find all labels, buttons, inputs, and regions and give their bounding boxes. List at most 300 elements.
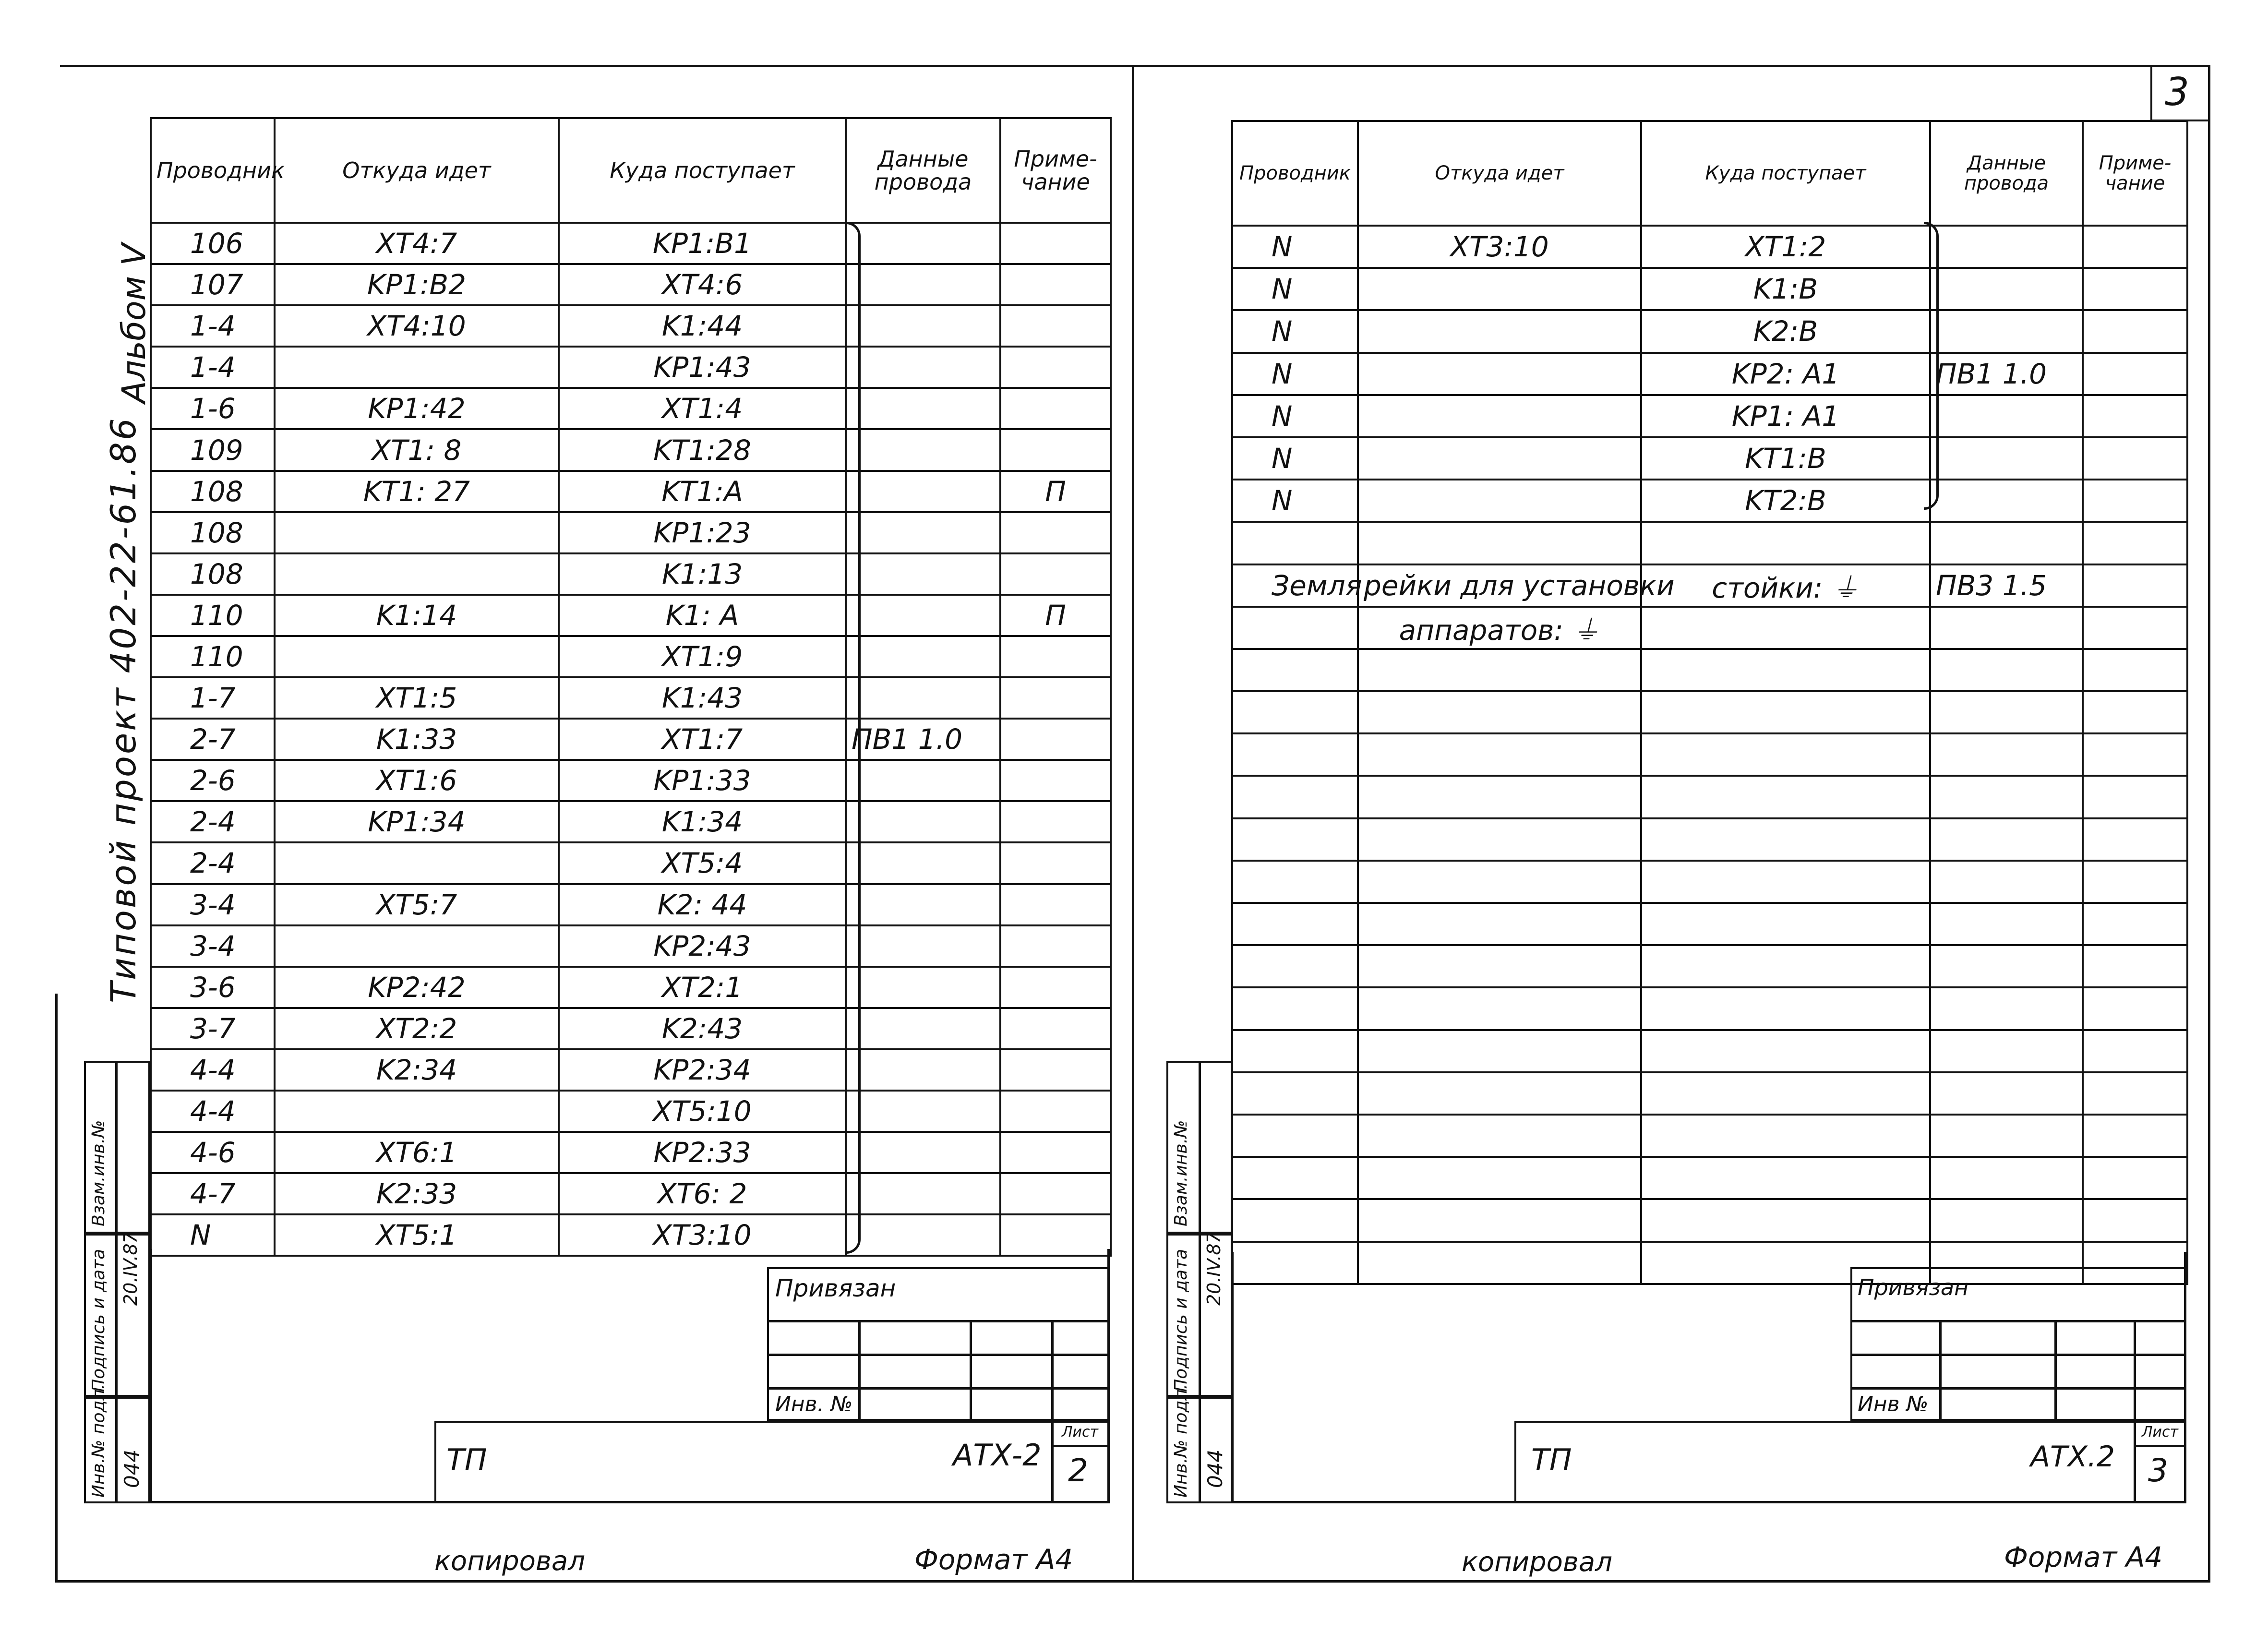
cell-note [2083, 1030, 2187, 1072]
table-row [1232, 564, 2187, 607]
cell-wire-data [846, 347, 1000, 388]
doc-code: АТХ.2 [2030, 1440, 2115, 1474]
col-wire-data: Данные провода [846, 118, 1000, 223]
cell-wire-data [1930, 1072, 2083, 1115]
cell-to: XT5:10 [559, 1091, 846, 1132]
cell-note [1000, 512, 1111, 553]
cell-from: XT5:1 [275, 1214, 559, 1256]
cell-to: XT2:1 [559, 967, 846, 1008]
cell-conductor [1232, 691, 1358, 733]
cell-from [1358, 353, 1641, 395]
cell-to: KP1:43 [559, 347, 846, 388]
col-to: Куда поступает [1641, 121, 1930, 226]
cell-note [1000, 264, 1111, 305]
cell-from: KT1: 27 [275, 471, 559, 512]
cell-to [1641, 903, 1930, 945]
tp-label: ТП [1531, 1442, 1572, 1477]
cell-note [2083, 691, 2187, 733]
stamp-podpis-label: Подпись и дата [1171, 1248, 1191, 1392]
table-row [1232, 987, 2187, 1030]
cell-wire-data [1930, 1030, 2083, 1072]
format-label: Формат А4 [914, 1543, 1073, 1576]
cell-conductor [1232, 607, 1358, 649]
cell-from [1358, 1157, 1641, 1199]
stamp-podpis-value: 20.IV.87 [1203, 1232, 1224, 1306]
cell-to: K2:B [1641, 310, 1930, 352]
cell-note [1000, 223, 1111, 264]
format-label: Формат А4 [2004, 1541, 2163, 1573]
cell-from: K2:33 [275, 1173, 559, 1214]
cell-conductor: 106 [151, 223, 275, 264]
cell-to: XT1:7 [559, 719, 846, 760]
cell-to [1641, 733, 1930, 776]
cell-from: XT2:2 [275, 1008, 559, 1049]
stamp-divider [1199, 1061, 1201, 1503]
cell-conductor: 1-6 [151, 388, 275, 429]
cell-conductor: N [1232, 310, 1358, 352]
cell-from: K1:33 [275, 719, 559, 760]
cell-to [1641, 1199, 1930, 1241]
table-row [151, 719, 1111, 760]
cell-to: XT5:4 [559, 842, 846, 884]
album-label: Альбом V [115, 243, 153, 403]
cell-from [1358, 268, 1641, 310]
cell-note [1000, 1008, 1111, 1049]
cell-conductor: N [1232, 268, 1358, 310]
col-to: Куда поступает [559, 118, 846, 223]
cell-to: K2:43 [559, 1008, 846, 1049]
cell-to [1641, 818, 1930, 861]
cell-to [1641, 1115, 1930, 1157]
cell-from: XT4:7 [275, 223, 559, 264]
table-row [1232, 607, 2187, 649]
cell-to: K1:44 [559, 305, 846, 347]
cell-note [1000, 1049, 1111, 1091]
cell-wire-data [846, 636, 1000, 677]
cell-to: K1: A [559, 595, 846, 636]
table-row [151, 1091, 1111, 1132]
table-row [1232, 818, 2187, 861]
cell-conductor [1232, 861, 1358, 903]
table-row [151, 1132, 1111, 1173]
cell-from [275, 925, 559, 967]
table-row [1232, 353, 2187, 395]
table-row [1232, 395, 2187, 437]
table-row [1232, 310, 2187, 352]
cell-conductor: N [1232, 226, 1358, 268]
cell-note [1000, 636, 1111, 677]
table-row [151, 305, 1111, 347]
table-row [151, 264, 1111, 305]
cell-to: K1:43 [559, 677, 846, 719]
cell-to [1641, 1157, 1930, 1199]
cell-from: XT1:6 [275, 760, 559, 801]
cell-wire-data [846, 1049, 1000, 1091]
inv-no-label: Инв № [1858, 1392, 1929, 1416]
cell-wire-data [846, 429, 1000, 470]
table-row [151, 967, 1111, 1008]
cell-note [2083, 1199, 2187, 1241]
privyazan-label: Привязан [775, 1274, 896, 1302]
cell-to [1641, 1072, 1930, 1115]
cell-from: XT6:1 [275, 1132, 559, 1173]
stamp-divider [115, 1061, 118, 1503]
cell-to: KT1:28 [559, 429, 846, 470]
sheet-divider [2134, 1421, 2136, 1503]
cell-wire-data [846, 512, 1000, 553]
cell-note [2083, 945, 2187, 987]
cell-wire-data [1930, 1115, 2083, 1157]
cell-conductor: 108 [151, 471, 275, 512]
table-row [151, 553, 1111, 595]
cell-wire-data [846, 677, 1000, 719]
table-row [1232, 1072, 2187, 1115]
cell-conductor [1232, 1030, 1358, 1072]
table-row [1232, 437, 2187, 480]
cell-note: П [1000, 595, 1111, 636]
cell-wire-data [846, 595, 1000, 636]
cell-to: KT1:A [559, 471, 846, 512]
stamp-inv-podl-label: Инв.№ подл. [1171, 1384, 1191, 1498]
stamp-inv-podl-value: 044 [1203, 1449, 1227, 1488]
doc-code: АТХ-2 [953, 1438, 1042, 1473]
left-border-line [55, 994, 58, 1582]
cell-note [2083, 1157, 2187, 1199]
sheet-label: Лист [2142, 1424, 2179, 1440]
stamp-podpis-value: 20.IV.87 [120, 1232, 141, 1306]
cell-conductor [1232, 1115, 1358, 1157]
table-row [151, 884, 1111, 925]
cell-conductor: 2-6 [151, 760, 275, 801]
cell-note [2083, 733, 2187, 776]
page-number: 3 [2165, 70, 2189, 114]
table-row [1232, 861, 2187, 903]
cell-to: K1:B [1641, 268, 1930, 310]
cell-note [2083, 268, 2187, 310]
cell-from [1358, 987, 1641, 1030]
cell-wire-data [846, 1008, 1000, 1049]
cell-to [1641, 776, 1930, 818]
cell-from: XT1: 8 [275, 429, 559, 470]
table-row [151, 429, 1111, 470]
cell-from [1358, 522, 1641, 564]
cell-to: KP2:33 [559, 1132, 846, 1173]
cell-note [2083, 226, 2187, 268]
table-row [151, 677, 1111, 719]
cell-conductor [1232, 1157, 1358, 1199]
cell-conductor [1232, 987, 1358, 1030]
cell-to: XT1:2 [1641, 226, 1930, 268]
cell-from [1358, 733, 1641, 776]
cell-note [2083, 649, 2187, 691]
cell-conductor [1232, 945, 1358, 987]
col-conductor: Проводник [1232, 121, 1358, 226]
cell-wire-data [846, 801, 1000, 842]
cell-note [2083, 395, 2187, 437]
cell-conductor: N [1232, 395, 1358, 437]
cell-conductor: 3-6 [151, 967, 275, 1008]
table-row [1232, 649, 2187, 691]
cell-conductor: 2-4 [151, 801, 275, 842]
col-wire-data: Данные провода [1930, 121, 2083, 226]
top-border-line [60, 65, 2210, 67]
cell-note [2083, 564, 2187, 607]
col-note: Приме-чание [1000, 118, 1111, 223]
inv-no-label: Инв. № [775, 1392, 853, 1416]
table-row [1232, 1030, 2187, 1072]
cell-from [275, 512, 559, 553]
copied-label: копировал [434, 1546, 586, 1577]
cell-from [1358, 395, 1641, 437]
table-row [151, 471, 1111, 512]
cell-note [2083, 607, 2187, 649]
cell-to: XT3:10 [559, 1214, 846, 1256]
cell-wire-data [846, 1132, 1000, 1173]
privyazan-col2 [2054, 1320, 2057, 1421]
cell-note [1000, 760, 1111, 801]
cell-conductor: 108 [151, 553, 275, 595]
cell-conductor: 1-4 [151, 347, 275, 388]
cell-wire-data [1930, 310, 2083, 352]
cell-wire-data [846, 264, 1000, 305]
cell-from [1358, 945, 1641, 987]
cell-to: XT1:9 [559, 636, 846, 677]
cell-from: XT3:10 [1358, 226, 1641, 268]
cell-note [2083, 437, 2187, 480]
cell-wire-data [1930, 691, 2083, 733]
privyazan-row2 [1850, 1354, 2186, 1356]
privyazan-row1 [767, 1320, 1110, 1322]
cell-note [1000, 677, 1111, 719]
cell-from [275, 636, 559, 677]
cell-conductor [1232, 903, 1358, 945]
cell-note [1000, 925, 1111, 967]
cell-wire-data [846, 388, 1000, 429]
stamp-vzam-label: Взам.инв.№ [1171, 1120, 1191, 1226]
cell-conductor [1232, 1072, 1358, 1115]
cell-note [1000, 1173, 1111, 1214]
table-row [1232, 226, 2187, 268]
table-row [151, 223, 1111, 264]
cell-from: K2:34 [275, 1049, 559, 1091]
cell-to: KP2: A1 [1641, 353, 1930, 395]
cell-to [1641, 522, 1930, 564]
cell-note [1000, 967, 1111, 1008]
cell-from: KP1:42 [275, 388, 559, 429]
cell-to: K2: 44 [559, 884, 846, 925]
cell-to [1641, 861, 1930, 903]
cell-note [1000, 801, 1111, 842]
cell-to: K1:13 [559, 553, 846, 595]
cell-from [275, 553, 559, 595]
table-row [151, 636, 1111, 677]
cell-note [2083, 310, 2187, 352]
cell-conductor: N [1232, 353, 1358, 395]
col-from: Откуда идет [1358, 121, 1641, 226]
privyazan-col3 [2134, 1320, 2136, 1421]
stamp-inv-podl-value: 044 [120, 1449, 144, 1488]
privyazan-row3 [1850, 1387, 2186, 1390]
cell-from [1358, 1115, 1641, 1157]
cell-note [2083, 987, 2187, 1030]
cell-to [1641, 649, 1930, 691]
cell-wire-data [1930, 437, 2083, 480]
wire-table-right [1231, 120, 2188, 1285]
cell-conductor: N [1232, 480, 1358, 522]
wire-group-brace [846, 222, 861, 1254]
cell-from [1358, 691, 1641, 733]
cell-wire-data [846, 471, 1000, 512]
cell-to: XT1:4 [559, 388, 846, 429]
sheet-divider [1051, 1421, 1054, 1503]
cell-note [2083, 1115, 2187, 1157]
cell-from [1358, 903, 1641, 945]
cell-wire-data [1930, 903, 2083, 945]
cell-from [1358, 1072, 1641, 1115]
cell-conductor: N [1232, 437, 1358, 480]
cell-to: KP1:33 [559, 760, 846, 801]
cell-to: KP2:34 [559, 1049, 846, 1091]
cell-to: KT2:B [1641, 480, 1930, 522]
sheet-label-divider [2134, 1445, 2186, 1447]
stamp-inv-podl-label: Инв.№ подл. [89, 1384, 108, 1498]
cell-wire-data: ПВ1 1.0 [1930, 353, 2083, 395]
cell-conductor: 108 [151, 512, 275, 553]
cell-wire-data [1930, 1157, 2083, 1199]
cell-note [1000, 884, 1111, 925]
wire-group-brace [1924, 222, 1939, 510]
cell-wire-data [1930, 522, 2083, 564]
cell-note [1000, 347, 1111, 388]
cell-from [275, 347, 559, 388]
cell-note [2083, 903, 2187, 945]
cell-wire-data [846, 223, 1000, 264]
cell-from: аппаратов: ⏚ [1358, 607, 1641, 649]
cell-wire-data [1930, 480, 2083, 522]
table-row [1232, 733, 2187, 776]
cell-wire-data [1930, 607, 2083, 649]
cell-conductor: 109 [151, 429, 275, 470]
cell-to: KP1:B1 [559, 223, 846, 264]
cell-from: KP1:B2 [275, 264, 559, 305]
cell-conductor [1232, 1199, 1358, 1241]
table-row [151, 760, 1111, 801]
stamp-podpis-label: Подпись и дата [89, 1248, 108, 1392]
table-header [151, 118, 1111, 223]
cell-from [1358, 437, 1641, 480]
privyazan-row1 [1850, 1320, 2186, 1322]
wire-table-left [150, 117, 1112, 1257]
cell-note [1000, 429, 1111, 470]
cell-note [1000, 388, 1111, 429]
cell-wire-data [1930, 733, 2083, 776]
cell-from: XT5:7 [275, 884, 559, 925]
col-conductor: Проводник [151, 118, 275, 223]
sheet-number: 2 [1068, 1452, 1088, 1489]
table-row [151, 347, 1111, 388]
cell-note [2083, 480, 2187, 522]
sheet-label: Лист [1062, 1424, 1099, 1440]
page-divider-line [1132, 65, 1134, 1582]
cell-wire-data [846, 1091, 1000, 1132]
table-row [151, 801, 1111, 842]
cell-conductor: 110 [151, 636, 275, 677]
cell-wire-data [1930, 987, 2083, 1030]
cell-wire-data [1930, 1199, 2083, 1241]
table-row [151, 925, 1111, 967]
cell-to: KP1:23 [559, 512, 846, 553]
table-row [151, 512, 1111, 553]
cell-note [1000, 305, 1111, 347]
cell-from [1358, 649, 1641, 691]
cell-wire-data [846, 884, 1000, 925]
table-header [1232, 121, 2187, 226]
privyazan-col1 [858, 1320, 861, 1421]
cell-wire-data [846, 925, 1000, 967]
cell-to [1641, 987, 1930, 1030]
privyazan-row3 [767, 1387, 1110, 1390]
cell-conductor: 4-6 [151, 1132, 275, 1173]
cell-to [1641, 607, 1930, 649]
copied-label: копировал [1462, 1547, 1613, 1578]
cell-wire-data [1930, 395, 2083, 437]
cell-wire-data [1930, 861, 2083, 903]
cell-conductor: 107 [151, 264, 275, 305]
cell-conductor: 3-7 [151, 1008, 275, 1049]
tp-label: ТП [446, 1442, 487, 1477]
cell-note [1000, 842, 1111, 884]
cell-wire-data [1930, 268, 2083, 310]
table-row [1232, 1157, 2187, 1199]
cell-wire-data: ПВ3 1.5 [1930, 564, 2083, 607]
table-body [1232, 226, 2187, 1284]
cell-conductor: Земля [1232, 564, 1358, 607]
right-border-line [2208, 65, 2210, 1582]
cell-note [2083, 818, 2187, 861]
cell-conductor [1232, 818, 1358, 861]
cell-to: XT6: 2 [559, 1173, 846, 1214]
cell-note [2083, 353, 2187, 395]
cell-conductor: 1-4 [151, 305, 275, 347]
cell-from: K1:14 [275, 595, 559, 636]
table-row [151, 388, 1111, 429]
table-body [151, 223, 1111, 1256]
cell-note [2083, 522, 2187, 564]
cell-conductor: 2-7 [151, 719, 275, 760]
cell-wire-data [1930, 945, 2083, 987]
cell-note [2083, 776, 2187, 818]
cell-conductor: 3-4 [151, 925, 275, 967]
cell-conductor [1232, 733, 1358, 776]
cell-to: XT4:6 [559, 264, 846, 305]
cell-wire-data [846, 760, 1000, 801]
col-from: Откуда идет [275, 118, 559, 223]
cell-from: KP2:42 [275, 967, 559, 1008]
cell-conductor: 4-4 [151, 1049, 275, 1091]
cell-conductor [1232, 649, 1358, 691]
cell-from: рейки для установки [1358, 564, 1641, 607]
privyazan-col1 [1939, 1320, 1942, 1421]
table-row [151, 1173, 1111, 1214]
cell-to: K1:34 [559, 801, 846, 842]
cell-wire-data [846, 553, 1000, 595]
cell-from [1358, 310, 1641, 352]
cell-to [1641, 1030, 1930, 1072]
cell-conductor: 4-4 [151, 1091, 275, 1132]
table-row [1232, 1115, 2187, 1157]
cell-from [1358, 1030, 1641, 1072]
table-row [1232, 480, 2187, 522]
